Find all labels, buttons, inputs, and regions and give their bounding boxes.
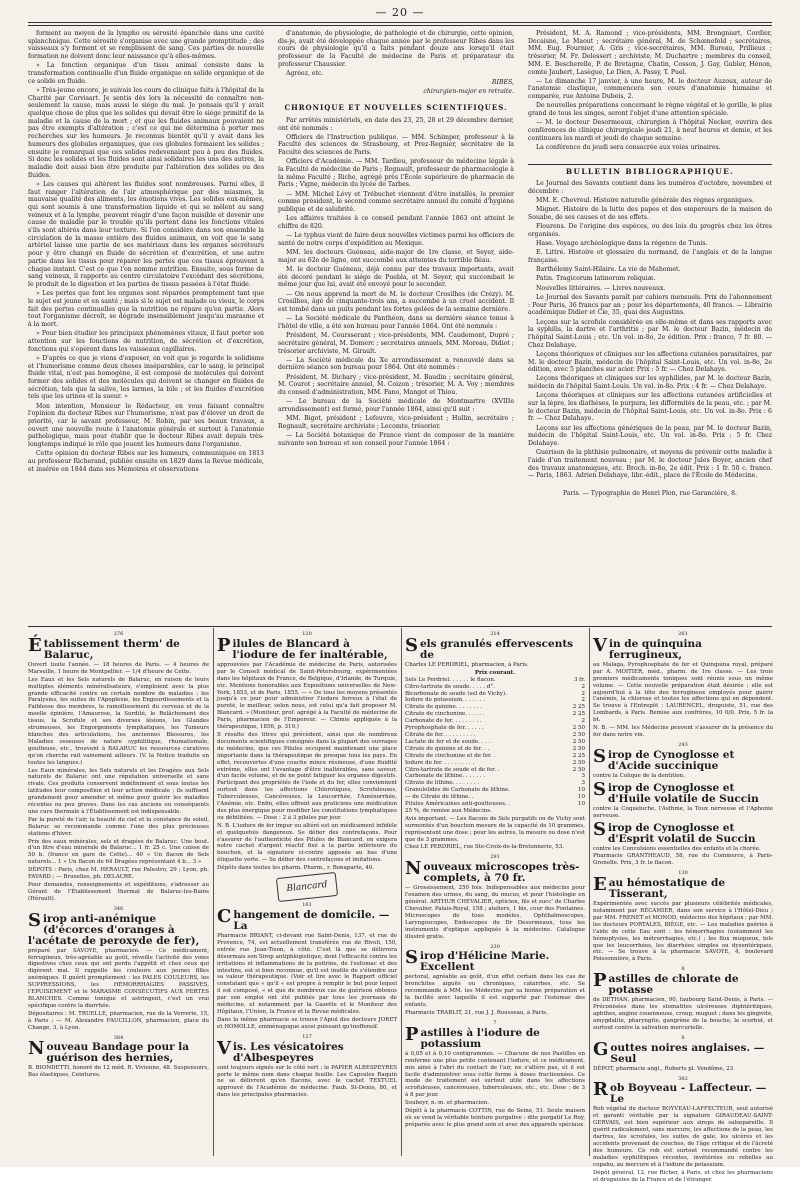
bulletin-entry: Le Journal des Savants paraît par cahiers mensuels. Prix de l'abonnement : Pour Paris, 36 francs par an ; pour les départements, 40 francs. — Librairie académique Didier et Cie, 35, quai des Augustins. xyxy=(528,293,772,317)
section-heading: CHRONIQUE ET NOUVELLES SCIENTIFIQUES. xyxy=(284,103,508,113)
price-row xyxy=(405,794,585,801)
ad-title xyxy=(593,745,773,772)
news-paragraph: MM. Bigot, président ; Lefeuvre, vice-président ; Hullin, secrétaire ; Regnault, secrétaire archiviste ; Lecomte, trésorier. xyxy=(278,415,514,430)
ad-number: 7 xyxy=(493,1019,497,1026)
ad-initial: G xyxy=(593,1038,609,1060)
ad-text: — Grossissement, 250 fois. Indispensables aux médecins pour l'examen des urines, du sang, du mucus, et pour l'histologie en général. ARTHUR CHEVALIER, opticien, fils et succ' de Charles Chevalier, Palais-Royal, 158 ; ateliers, 1 bis, cour des Fontaines. Microscopes de tous modèles, Ophthalmoscopes, Laryngoscopes, Endoscopes du Dr Desormeaux, tous les instruments d'optique appliqués à la médecine. Catalogue illustré gratis. xyxy=(405,885,585,940)
ad-number: 291 xyxy=(490,854,500,861)
ad-text: Pharmacie GRANTHEAUD, 58, rue du Commerce, à Paris-Grenelle. Prix, 3 fr. le flacon. xyxy=(593,853,773,867)
ad-initial: V xyxy=(217,1037,231,1059)
ad-title xyxy=(405,947,585,974)
signature-seal: Blancard xyxy=(276,872,338,902)
price-item: Lactate de fer et de soude. . . . xyxy=(405,738,491,745)
ad-initial: V xyxy=(593,634,607,656)
price-item: Carbonate de lithine. . . . . . . xyxy=(405,773,486,780)
news-paragraph: — M. le docteur Desormeaux, chirurgien à l'hôpital Necker, ouvrira des conférences de clinique chirurgicale jeudi 21, à neuf heures et demie, et les continuera les mardi et jeudi de chaque semaine. xyxy=(528,119,772,142)
ad-number: 243 xyxy=(678,741,688,748)
bulletin-entry: Flourens. De l'origine des espèces, ou des lois du progrès chez les êtres organisés. xyxy=(528,223,772,238)
ad-text: Ouvert toute l'année. — 18 heures de Paris. — 4 heures de Marseille, 1 heure de Montpellier. — 1/4 d'heure de Cette. xyxy=(28,661,209,675)
news-paragraph: — La Société médicale du Xe arrondissement a renouvelé dans sa dernière séance son bureau pour 1864. Ont été nommés : xyxy=(278,356,514,372)
ad-text: N. B. — MM. les Médecins peuvent s'assurer de la présence du fer dans notre vin. xyxy=(593,725,773,738)
ads-divider xyxy=(589,628,590,1156)
price-value: 10 xyxy=(578,794,585,801)
price-item: Iodure de fer. . . . . . . . . . xyxy=(405,759,475,766)
top-rule xyxy=(28,22,772,23)
ad-initial: P xyxy=(405,1023,419,1045)
ads-rule xyxy=(28,626,772,627)
price-item: Citrate de fer. . . . . . . . . . xyxy=(405,731,476,738)
news-paragraph: M. le docteur Guéneau, déjà connu par des travaux importants, avait été décoré pendant le siége de Puebla, et M. Seyer, qui succombait le même jour que lui, avait été envoyé pour le seconder. xyxy=(278,265,514,289)
ad-text: Dans la même pharmacie se trouve l'Apiol des docteurs JORET et HOMOLLE, emménagogue aussi puissant qu'inoffensif. xyxy=(217,1016,397,1030)
news-paragraph: Président, M. Dichary ; vice-président, M. Baudin ; secrétaire général, M. Courot ; secrétaire annuel, M. Coizon ; trésorier, M. A. Voy ; membres du conseil d'administration, MM. Fano, Mangot et Thiou. xyxy=(278,373,514,397)
ad-text: de DETHAN, pharmacien, 90, faubourg Saint-Denis, à Paris. — Préconisées dans les stomatites ulcéreuses diphtéritiques, aphthes, angine couenneuse, croup, muguet ; dans les gingivite, amygdalite, pharyngite, gangrène de la bouche, le scorbut, et surtout contre la salivation mercurielle. xyxy=(593,997,773,1031)
ad-initial: N xyxy=(405,858,422,880)
advertisement xyxy=(593,1076,773,1183)
ad-title-text: outtes noires anglaises. — Seul xyxy=(610,1041,765,1065)
price-value: 2 50 xyxy=(572,725,585,732)
price-item: Pyrophosphate de fer. . . . . . xyxy=(405,725,484,732)
ad-text: Avis important. — Les flacons de Sels purgatifs ou de Vichy sont surmontés d'un bouchon mesure de la capacité de 10 grammes, représentant une dose ; pour les autres, la mesure ou dose n'est que de 3 grammes. xyxy=(405,815,585,843)
price-row xyxy=(405,801,585,808)
ad-initial: S xyxy=(593,745,606,767)
ad-text: pectoral, agréable au goût, d'un effet certain dans les cas de bronchites aiguës ou chroniques, catarrhes, etc. Se recommande à MM. les Médecins par sa bonne préparation et la facilité avec laquelle il est supporté par l'estomac des enfants. xyxy=(405,974,585,1009)
article-paragraph: Mon intention, Monsieur le Rédacteur, en vous faisant connaître l'opinion du docteur Ribes sur l'humorisme, n'est pas d'élever un droit de priorité, car le savant professeur, M. Robin, par ses beaux travaux, a ouvert une nouvelle route à l'anatomie générale et surtout à l'anatomie pathologique, mais pour établir que le docteur Ribes avait depuis très-longtemps indiqué le rôle que jouent les humeurs dans l'organisme. xyxy=(28,402,264,449)
ad-title-text: irop de Cynoglosse et d'Esprit volatil de Succin xyxy=(608,821,756,845)
ads-divider xyxy=(401,628,402,1156)
price-item: Carbonate de fer. . . . . . . . . xyxy=(405,718,482,725)
news-paragraph: — Le bureau de la Société médicale de Montmartre (XVIIIe arrondissement) est formé, pour l'année 1864, ainsi qu'il suit : xyxy=(278,398,514,413)
ad-initial: P xyxy=(593,970,607,992)
ad-title-text: irop anti-anémique (d'écorces d'oranges à l'acétate de peroxyde de fer), xyxy=(28,912,200,947)
ad-title xyxy=(593,1079,773,1106)
price-row xyxy=(405,739,585,746)
bulletin-entry: Leçons théoriques et cliniques sur les affections cutanées artificielles et sur la lèpre, les diathèses, le purpura, les difformités de la peau, etc. ; par M. le docteur Bazin, médecin de l'hôpital Saint-Louis, etc. Un vol. in-8o. Prix : 6 fr. — Chez Delahaye. xyxy=(528,392,772,423)
price-item: Pilules Américaines anti-goutteuses. . xyxy=(405,801,511,808)
imprint-line: Paris. — Typographie de Henri Plon, rue Garancière, 8. xyxy=(563,490,737,498)
ad-title-text: is. Les vésicatoires d'Albespeyres xyxy=(232,1040,344,1064)
price-row xyxy=(405,677,585,684)
bulletin-entry: Leçons sur la scrofule considérée en elle-même et dans ses rapports avec la syphilis, la dartre et l'arthritis ; par M. le docteur Bazin, médecin de l'hôpital Saint-Louis ; etc. Un vol. in-8o, 2e édition. Prix : franco, 7 fr. 80. — Chez Delahaye. xyxy=(528,318,772,349)
price-row xyxy=(405,760,585,767)
ad-text: Chez LE PERDRIEL, rue Ste-Croix-de-la-Bretonnerie, 53. xyxy=(405,844,565,851)
article-paragraph: » Les causes qui altèrent les fluides sont nombreuses. Parmi elles, il faut ranger l'altération de l'air atmosphérique par des miasmes, la mauvaise qualité des aliments, les émotions vives. Les solides eux-mêmes, qui sont soumis à une transformation liquide et qui se mêlent au sang veineux et à la lymphe, peuvent réagir d'une façon nuisible et devenir une cause de maladie par le trouble qu'ils portent dans les fonctions vitales s'ils sont altérés dans leur texture. Si l'on considère dans son ensemble la circulation de la masse entière des fluides animaux, on voit que le sang artériel laisse une partie de ses matériaux dans les organes sécréteurs pour y être changé en fluide de sécrétion et d'excrétion, et une autre partie dans les tissus pour réparer les pertes que ces tissus éprouvent à chaque instant. C'est ce que l'on nomme nutrition. Ensuite, sous forme de sang veineux, il rapporte au centre circulatoire l'excédant des sécrétions, le produit de la digestion et les parties de tissus passées à l'état fluide. xyxy=(28,180,264,288)
advertisement xyxy=(405,944,585,1017)
ad-title-text: ob Boyveau - Laffecteur. — Le xyxy=(609,1082,767,1106)
ad-number: 120 xyxy=(302,631,312,637)
news-paragraph: MM. les docteurs Guéneau, aide-major de 1re classe, et Seyer, aide-major au 62e de ligne, ont succombé aux atteintes du terrible fléau. xyxy=(278,249,514,264)
ad-number: 8 xyxy=(681,1034,685,1041)
ad-text: Pharmacie BRIANT, ci-devant rue Saint-Denis, 137, et rue de Provence, 74, est actuellement transférée rue de Rivoli, 150, entrée rue Jean-Tison, à côté. C'est là que se délivrera désormais son Sirop antiphlogistique, dont l'efficacité contre les irritations et inflammations de la poitrine, de l'estomac et des intestins, est si bien reconnue, qu'il est inutile de s'étendre sur sa valeur thérapeutique. (Voir et lire avec le Rapport officiel constatant que « qu'il « est propre à remplir le but pour lequel il est composé, « et que de nombreux cas de guérison obtenus par son emploi ont été publiés par tous les journaux de médecine, et notamment par la Gazette et le Moniteur des Hôpitaux, l'Union, la France et la Revue médicales. xyxy=(217,933,397,1015)
price-item: Citro-tartrate de soude et de fer. . xyxy=(405,766,500,773)
price-item: Granulolides de Carbonate de lithine. xyxy=(405,787,510,794)
ad-number: 8 xyxy=(681,966,685,973)
bulletin-entry: Le Journal des Savants contient dans les numéros d'octobre, novembre et décembre : xyxy=(528,180,772,195)
bulletin-entry: Leçons sur les affections génériques de la peau, par M. le docteur Bazin, médecin de l'hôpital Saint-Louis, etc. Un vol. in-8o. Prix : 5 fr. Chez Delahaye. xyxy=(528,424,772,448)
ad-initial: S xyxy=(405,947,418,969)
ad-title xyxy=(217,906,397,932)
bulletin-entry: Patin. Tragicorum latinorum reliquiæ. xyxy=(536,275,656,283)
article-paragraph: » Pour bien étudier les principaux phénomènes vitaux, il faut porter son attention sur les fonctions de nutrition, de sécrétion et d'excrétion, fonctions qui s'opèrent dans les vaisseaux capillaires. xyxy=(28,330,264,353)
article-paragraph: Cette opinion du docteur Ribes sur les humeurs, communiquée en 1813 au professeur Richerand, publiée ensuite en 1829 dans la Revue médicale, et insérée en 1844 dans ses Mémoires et observations xyxy=(28,450,264,473)
price-value: 2 50 xyxy=(572,731,585,738)
price-heading: Prix courant. xyxy=(474,669,516,676)
ad-title xyxy=(28,909,209,947)
article-column-1 xyxy=(28,30,264,624)
ad-title-text: irop de Cynoglosse et d'Acide succinique xyxy=(608,748,735,772)
ad-number: 261 xyxy=(678,631,688,637)
article-paragraph: » La fonction organique d'un tissu animal consiste dans la transformation continuelle d'un fluide organique en solide organique et de ce solide en fluide. xyxy=(28,62,264,85)
ad-title-text: tablissement therm' de Balaruc, xyxy=(43,637,180,661)
ad-title-text: astilles de chlorate de potasse xyxy=(608,973,739,997)
price-row xyxy=(405,691,585,698)
article-column-3 xyxy=(528,30,772,624)
ads-column-2 xyxy=(217,630,397,1156)
article-paragraph: d'anatomie, de physiologie, de pathologie et de chirurgie, cette opinion, dis-je, avait été développée chaque année par le professeur Ribes dans les cours de physiologie qu'il a faits pendant douze ans lorsqu'il était professeur de la Faculté de médecine de Paris et préparateur du professeur Chaussier. xyxy=(278,30,514,68)
ad-title-text: irop d'Hélicine Marie. Excellent xyxy=(420,950,550,974)
news-paragraph: Président, M. Coursserant ; vice-présidents, MM. Caudemont, Dupré ; secrétaire général, M. Domerc ; secrétaires annuels, MM. Moreau, Didiot ; trésorier archiviste, M. Girault. xyxy=(278,332,514,355)
advertisement xyxy=(217,1034,397,1099)
price-value: 2 xyxy=(581,697,585,704)
advertisement xyxy=(405,631,585,851)
price-row xyxy=(405,767,585,774)
bulletin-entry: Guérison de la phthisie pulmonaire, et moyens de prévenir cette maladie à l'aide d'un traitement nouveau ; par M. le docteur Jules Boyer, ancien chef des travaux anatomiques, etc. Broch. in-8o, 2e édit. Prix : 1 fr. 50 c. franco. — Paris, 1863. Adrien Delahaye, libr.-édit., place de l'École de Médecine. xyxy=(528,449,772,480)
ad-number: 276 xyxy=(113,631,124,637)
signature: RIBES, xyxy=(491,79,514,87)
ad-title xyxy=(405,1023,585,1050)
news-paragraph: — La Société médicale du Panthéon, dans sa dernière séance tenue à l'hôtel de ville, a été son bureau pour l'année 1864. Ont été nommés : xyxy=(278,315,514,330)
ad-title xyxy=(593,778,773,805)
ad-title-text: ilules de Blancard à l'iodure de fer inaltérable, xyxy=(232,637,388,661)
news-paragraph: Officiers de l'Instruction publique. — MM. Schimper, professeur à la Faculté des sciences de Strasbourg, et Prez-Regnier, secrétaire de la Faculté des sciences de Paris. xyxy=(278,133,514,157)
price-item: Citrate de cinchonine et de fer. . xyxy=(405,752,496,759)
ad-number: 161 xyxy=(302,902,312,909)
ad-title-text: hangement de domicile. — La xyxy=(233,909,390,932)
ad-text: Dépôt général, 12, rue Richer, à Paris, et chez les pharmaciens et droguistes de la France et de l'étranger. xyxy=(593,1169,773,1183)
price-item: Citrate de cinchonine. . . . . . xyxy=(405,711,485,718)
ad-text: DÉPOT, pharmacie angl., Roberts pl. Vendôme, 23 xyxy=(593,1065,734,1072)
ad-initial: É xyxy=(28,634,42,656)
news-paragraph: — Le dimanche 17 janvier, à une heure, M. le docteur Auzoux, auteur de l'anatomie clastique, commencera son cours d'anatomie humaine et comparée, rue Antoine Dubois, 2. xyxy=(528,77,772,101)
price-row xyxy=(405,753,585,760)
price-row xyxy=(405,711,585,718)
ad-initial: S xyxy=(593,818,606,840)
bulletin-entry: E. Littré. Histoire et glossaire du normand, de l'anglais et de la langue française. xyxy=(528,249,772,265)
news-paragraph: Par arrêtés ministériels, en date des 23, 25, 28 et 29 décembre dernier, ont été nommés : xyxy=(278,116,514,132)
ad-initial: S xyxy=(593,778,606,800)
advertisement xyxy=(593,1035,773,1073)
ad-number: 214 xyxy=(490,631,500,637)
price-value: 2 25 xyxy=(572,704,585,711)
ad-title-text: in de quinquina ferrugineux, xyxy=(608,637,702,661)
ad-text: DÉPOTS : Paris, chez M. HERAULT, rue Palestro, 29 ; Lyon, ph. FAYARD ; — Bruxelles, ph. DELACRE. xyxy=(28,867,209,881)
advertisement xyxy=(28,1035,209,1080)
ad-number: 127 xyxy=(302,1033,312,1040)
ad-title xyxy=(593,874,773,901)
ad-title xyxy=(217,1037,397,1064)
ad-initial: C xyxy=(217,906,232,927)
ad-text: Expérimentée avec succès par plusieurs célébrités médicales, notamment par RÉCAMIER, dans son service à l'Hôtel-Dieu ; par MM. FRENET et MONOD, médecins des hôpitaux ; par MM. les docteurs PORTALES, BIÈGE, etc. — Les maladies guéries à l'aide de cette Eau sont : les hémorrhagies (notamment les hémoptysies, les métrorrhagies, etc.) ; les flux muqueux, tels que les leucorrhées, les diarrhées simples ou dysentériques, etc. — Se trouve à la pharmacie SAVOYE, 4, boulevard Poissonnière, à Paris. xyxy=(593,901,773,963)
news-paragraph: — MM. Michel Lévy et Trébuchet viennent d'être installés, le premier comme président, le second comme secrétaire annuel du comité d'hygiène publique et de salubrité. xyxy=(278,190,514,214)
ad-initial: S xyxy=(405,634,418,656)
top-rule-thin xyxy=(28,25,772,26)
ad-initial: S xyxy=(28,909,41,931)
ad-text: contre la Colique de la dentition. xyxy=(593,772,685,779)
price-value: 3 fr. xyxy=(573,676,585,683)
ad-text: au Malaga, Pyrophosphate de fer et Quinquina royal, préparé par A. MOITIER, méd., pharm. de 1re classe. — Les trois premiers médicaments toniques sont réunis sous un même volume. — Cette nouvelle préparation était désirée ; elle est aujourd'hui à la tête des ferrugineux employés pour guérir l'anémie, la chlorose et toutes les affections qui en dépendent. Se trouve à l'Entrepôt : LAURENCEL, droguiste, 51, rue des Lombards, à Paris. Remise aux confrères, 10 0/0. Prix, 5 fr. la bt. xyxy=(593,661,773,724)
ad-title-text: ouveau Bandage pour la guérison des hernies, xyxy=(46,1041,190,1065)
price-item: Citrate de quinine. . . . . . . . xyxy=(405,704,482,711)
price-row xyxy=(405,725,585,732)
ad-number: 130 xyxy=(678,870,688,877)
ads-column-3 xyxy=(405,630,585,1156)
news-paragraph: — La Société botanique de France vient de composer de la manière suivante son bureau et son conseil pour l'année 1864 : xyxy=(278,432,514,447)
ad-initial: N xyxy=(28,1038,45,1060)
ad-text: contre la Coqueluche, l'Asthme, la Toux nerveuse et l'Aphonie nerveuse. xyxy=(593,805,773,819)
ad-title xyxy=(593,1038,773,1065)
price-row xyxy=(405,787,585,794)
advertisement xyxy=(593,778,773,820)
ad-title xyxy=(593,818,773,845)
price-value: 3 xyxy=(581,773,585,780)
page-number: — 20 — xyxy=(375,6,425,19)
ad-text: Dépôts dans toutes les pharm. Pharm., r. Bonaparte, 40. xyxy=(217,865,375,872)
ad-text: 25 %, de remise aux Médecins. xyxy=(405,807,492,814)
ad-title xyxy=(593,970,773,997)
advertisement xyxy=(593,870,773,963)
price-row xyxy=(405,746,585,753)
ad-title-text: au hémostatique de Tisserant, xyxy=(608,877,725,901)
price-value: 2 50 xyxy=(572,759,585,766)
advertisement xyxy=(405,854,585,940)
ad-title-text: astilles à l'iodure de potassium xyxy=(420,1026,540,1050)
advertisement xyxy=(593,818,773,868)
news-paragraph: Les affaires traitées à ce conseil pendant l'année 1863 ont atteint le chiffre de 820. xyxy=(278,215,514,230)
ad-initial: P xyxy=(217,634,231,656)
price-item: — de Citrate de lithine. . xyxy=(405,794,474,801)
ad-text: à 0,05 et à 0,10 centigrammes. — Chacune de nos Pastilles en renferme une plus petite contenant l'iodure, et ce médicament, mis ainsi à l'abri du contact de l'air, ne s'altère pas, et il est facile d'administrer sous cette forme à doses fractionnées. Ce mode de traitement est surtout utile dans les affections scrofuleuses, cancéreuses, tuberculeuses, etc., etc. Dose : de 3 à 8 par jour. xyxy=(405,1050,585,1099)
price-value: 10 xyxy=(578,787,585,794)
ad-text: Il résulte des titres qui précèdent, ainsi que de nombreux documents scientifiques consignés dans la plupart des ouvrages de médecine, que ces Pilules occupent maintenant une place importante dans la thérapeutique de presque tous les pays. En effet, recouvertes d'une couche mince résineuse, d'une fluidité extrême, elles ont l'avantage d'être inaltérables, sans saveur, d'un facile volume, et de ne point fatiguer les organes digestifs. Participant des propriétés de l'iode et du fer, elles conviennent surtout dans les affections Chlorotiques, Scrofuleuses, Tuberculeuses, Cancéreuses, la Leucorrhée, l'Aménorrhée, l'Anémie, etc. Enfin, elles offrent aux praticiens une médication des plus énergique pour modifier les constitutions lymphatiques ou débilitées. — Dose : 2 à 3 pilules par jour. xyxy=(217,731,397,821)
ads-column-1 xyxy=(28,630,209,1156)
bulletin-entry: MM. E. Chevreul. Histoire naturelle générale des règnes organiques. xyxy=(536,197,754,205)
bulletin-entry: Barthélemy Saint-Hilaire. La vie de Mahomet. xyxy=(536,266,681,274)
advertisement xyxy=(217,631,397,899)
ad-text: Les Eaux et les Sels naturels de Balaruc, en raison de leurs multiples éléments minéralisateurs, s'emploient avec la plus grande efficacité contre un certain nombre de maladies : les Paralysies, les suites de l'Apoplexie, les Engourdissements et la Faiblesse des membres, le ramollissement du cerveau et de la moelle épinière, l'Amaurose, la Surdité, le Relâchement des tissus, la Scrofule et ses diverses lésions, les Glandes strumeuses, les Engorgements lymphatiques, les Tumeurs blanches des articulations, les anciennes Blessures, les Maladies osseuses de nature syphilitique, rhumatismale, goutteuse, etc., trouvent à BALARUC les ressources curatives qu'on cherche rait vainement ailleurs. (V. la Notice traduite en toutes les langues.) xyxy=(28,676,209,766)
price-row xyxy=(405,704,585,711)
advertisement xyxy=(593,966,773,1031)
ad-title-text: ouveaux microscopes très-complets, à 70 fr. xyxy=(423,861,580,885)
ad-number: 384 xyxy=(113,1034,124,1041)
price-value: 2 50 xyxy=(572,766,585,773)
price-value: 3 xyxy=(581,780,585,787)
advertisement xyxy=(593,631,773,739)
price-value: 2 25 xyxy=(572,711,585,718)
price-value: 2 xyxy=(581,718,585,725)
ad-text: Pharmacie TRABLIT, 21, rue J. J. Rousseau, à Paris. xyxy=(405,1009,548,1016)
ad-text: approuvées par l'Académie de médecine de Paris, autorisées par le Conseil médical de Saint-Pétersbourg, expérimentées dans les hôpitaux de France, de Belgique, d'Irlande, de Turquie, etc. Mentions honorables aux Expositions universelles de New-York, 1853, et de Paris, 1855. — « De tous les moyens présentés jusqu'à ce jour pour administrer l'iodure ferreux à l'état de pureté, le meilleur, selon nous, est celui qu'a fait proposer M. Blancard. » (Moniteur, prof. agrégé à la Faculté de médecine de Paris, pharmacien de l'Empereur. — Chimie appliquée à la thérapeutique, 1856, p. 319.) xyxy=(217,661,397,731)
price-row xyxy=(405,732,585,739)
article-column-2 xyxy=(278,30,514,624)
closing-line: Agréez, etc. xyxy=(286,70,324,78)
price-row xyxy=(405,780,585,787)
article-paragraph: » D'après ce que je viens d'exposer, on voit que je regarde le solidisme et l'humorisme comme deux choses inséparables, car le sang, le principal fluide vital, n'est pas homogène, il est composé de molécules qui doivent former des solides et des molécules qui doivent se changer en fluides de sécrétion, tels que la salive, les larmes, la bile ; et les fluides d'excrétion tels que les urines et la sueur. » xyxy=(28,354,264,401)
ad-number: 230 xyxy=(490,943,500,950)
ad-number: 346 xyxy=(113,905,124,912)
ads-divider xyxy=(213,628,214,1156)
advertisement xyxy=(593,742,773,780)
price-value: 2 25 xyxy=(572,752,585,759)
bulletin-entry: Nouvelles littéraires. — Livres nouveaux. xyxy=(536,284,666,292)
ad-text: Les Eaux minérales, les Sels naturels et les Dragées aux Sels naturels de Balaruc ont une réputation universelle et sans rivale. Ces produits conservent indéfiniment et sous toutes les latitudes leur composition et leur action médicale ; ils suffisent grandement pour amender et même pour guérir les maladies récentes ou peu graves. Dans les cas anciens ou conséquents une cure thermale à l'Établissement est indispensable. xyxy=(28,767,209,815)
advertisement xyxy=(405,1020,585,1129)
ads-column-4 xyxy=(593,630,773,1183)
bulletin-entry: Mignet. Histoire de la lutte des papes et des empereurs de la maison de Souabe, de ses causes et de ses effets. xyxy=(528,206,772,222)
ad-text: Rob végétal du docteur BOYVEAU-LAFFECTEUR, seul autorisé et garanti véritable par la signature GIRAUDEAU-SAINT-GERVAIS, est bien supérieur aux sirops de salsepareille. Il guérit radicalement, sans mercure, les affections de la peau, les dartres, les scrofules, les suites de gale, les ulcères et les accidents provenant de couches, de l'âge critique et de l'âcreté des humeurs. Ce rob est surtout recommandé contre les maladies syphilitiques récentes, invétérées ou rebelles au copahu, au mercure et à l'iodure de potassium. xyxy=(593,1106,773,1168)
news-paragraph: Officiers d'Académie. — MM. Tardieu, professeur de médecine légale à la Faculté de médecine de Paris ; Regnault, professeur de pharmacologie à la même Faculté ; Riche, agrégé près l'École supérieure de pharmacie de Paris ; Vigne, médecin du lycée de Tarbes. xyxy=(278,158,514,189)
price-item: Bicarbonate de soude (sel de Vichy). xyxy=(405,690,507,697)
news-paragraph: — Le typhus vient de faire deux nouvelles victimes parmi les officiers de santé de notre corps d'expédition au Mexique. xyxy=(278,232,514,247)
ad-initial: E xyxy=(593,874,607,896)
price-item: Citro-tartrate de soude. . . . . d°. xyxy=(405,683,495,690)
ad-initial: R xyxy=(593,1079,608,1101)
bulletin-entry: Leçons théoriques et cliniques sur les affections cutanées parasitaires, par M. le docteur Bazin, médecin de l'hôpital Saint-Louis, etc. Un vol. in-8o, 2e édition, avec 5 planches sur acier. Prix : 5 fr. — Chez Delahaye. xyxy=(528,350,772,374)
price-item: Citrate de lithine. . . . . . . . xyxy=(405,780,479,787)
price-row xyxy=(405,718,585,725)
price-value: 10 xyxy=(578,801,585,808)
ad-title-text: els granulés effervescents de xyxy=(420,637,574,661)
ad-text: Par la pureté de l'air, la beauté du ciel et la constance du soleil, Balaruc se recommande comme l'une des plus précieuses stations d'hiver. xyxy=(28,816,209,837)
ad-text: Soubeyr, n.-m. et pharmacien. xyxy=(405,1100,489,1107)
price-value: 2 50 xyxy=(572,738,585,745)
article-paragraph: » Très-jeune encore, je suivais les cours de clinique faits à l'hôpital de la Charité par Corvisart. Je sentis dès lors la nécessité de connaître non-seulement la cause, mais aussi le siége du mal. Je pensais qu'il y avait quelque chose de plus que les solides qui devait être le siége primitif de la maladie et la cause de la mort ; et que les fluides animaux pouvaient ne pas être exempts d'altération ; c'est ce qui me détermina à porter mes recherches sur les humeurs. Je reconnus bientôt qu'il y avait dans les humeurs des globules organiques, que ces globules formaient les solides ; ensuite je remarquai que ces solides redevenaient peu à peu des fluides. Si donc les solides et les fluides sont ainsi solidaires les uns des autres, la maladie doit aussi bien être produite par l'altération des solides ou des fluides. xyxy=(28,86,264,179)
bulletin-entry: Leçons théoriques et cliniques sur les syphilides, par M. le docteur Bazin, médecin de l'hôpital Saint-Louis. Un vol. in-8o. Prix : 4 fr. — Chez Delahaye. xyxy=(528,375,772,391)
article-paragraph: forment au moyen de la lympho ou sérosité épanchée dans une cavité splanchnique. Cette sérosité s'organise avec une grande promptitude ; des vaisseaux s'y forment et se remplissent de sang. Ces parties de nouvelle formation ne doivent donc leur naissance qu'à elles-mêmes. xyxy=(28,30,264,61)
bulletin-entry: Hase. Voyage archéologique dans la régence de Tunis. xyxy=(536,240,708,248)
ad-text: Prix des eaux minérales, sels et dragées de Balaruc. Une bout. d'un litre d'eau minérale de Balaruc... 1 fr. 25 c. Une caisse de 50 b. (franco en gare de Cette)... 40 » Un flacon de Sels naturels... 1 » Un flacon de 64 Dragées représentant 4 b... 3 » xyxy=(28,838,209,866)
ad-text: sont toujours signés sur le côté vert ; le PAPIER ALBESPEYRES porte le même nom dans chaque feuille. Les Capsules Raquin ne se délivrent qu'en flacons, avec le cachet TEXTUEL approuvé de l'Académie de médecine. Faub. St-Denis, 80, et dans les principales pharmacies. xyxy=(217,1064,397,1099)
news-paragraph: De nouvelles préparations concernant le règne végétal et le gorille, le plus grand de tous les singes, seront l'objet d'une attention spéciale. xyxy=(528,102,772,118)
article-paragraph: » Les pertes que font les organes sont réparées promptement tant que le sujet est jeune et en santé ; mais si le sujet est malade ou vieux, le corps fait des pertes continuelles que la nutrition ne répare qu'en partie. Alors tout l'organisme décroît, se dégrade insensiblement jusqu'au marasme et à la mort. xyxy=(28,290,264,329)
ad-title xyxy=(28,1038,209,1065)
ad-text: Pour demandes, renseignements et expéditions, s'adresser au Gérant de l'Établissement thermal de Balaruc-les-Bains (Hérault). xyxy=(28,882,209,902)
advertisement xyxy=(217,902,397,1031)
price-value: 2 xyxy=(581,683,585,690)
price-item: Sels Le Perdriel. . . . . . le flacon. xyxy=(405,676,496,683)
ad-text: N. B. L'iodure de fer impur ou altéré est un médicament infidèle et quelquefois dangereux. Se défier des contrefaçons. Pour s'assurer de l'authenticité des Pilules de Blancard, on exigera notre cachet d'argent réactif fixé à la partie inférieure du bouchon, et la signature ci-contre apposée au bas d'une étiquette verte. — Se défier des contrefaçons et imitations. xyxy=(217,822,397,864)
price-row xyxy=(405,697,585,704)
price-value: 2 50 xyxy=(572,745,585,752)
advertisement xyxy=(28,906,209,1032)
ad-text: Dépositaires : M. TRUELLE, pharmacien, rue de la Verrerie, 15, à Paris ; — M. Alexandre FAUCILLON, pharmacien, place du Change, 3, à Lyon. xyxy=(28,1010,209,1031)
ad-text: préparé par SAVOYE, pharmacien. — Ce médicament, ferrugineux, très-agréable au goût, réveille l'activité des voies digestives chez ceux qui ont perdu l'appétit et chez ceux qui digèrent mal. Il rappelle les couleurs aux jeunes filles anémiques. Il guérit promptement : les PALES COULEURS, les SUPPRESSIONS, les HÉMORRHAGIES PASSIVES, l'EPUISEMENT et le MARASME CONSÉCUTIFS AUX PERTES BLANCHES. Comme tonique et astringent, c'est un vrai spécifique contre la diarrhée. xyxy=(28,947,209,1009)
bulletin-heading: BULLETIN BIBLIOGRAPHIQUE. xyxy=(528,164,772,176)
price-row xyxy=(405,684,585,691)
ad-text: Charles LE PERDRIEL, pharmacien, à Paris. xyxy=(405,661,529,668)
ad-text: Dépôt à la pharmacie COTTIN, rue de Seine, 51. Seule maison où se vend la véritable teinture purgative : dite purgatif Le Roy, préparée avec le plus grand soin et avec des appareils spéciaux. xyxy=(405,1108,585,1128)
news-paragraph: Président, M. A. Ramond ; vice-présidents, MM. Brongniart, Cordier, Decaisne, Le Maout ; secrétaire général, M. de Schœnefeld ; secrétaires, MM. Eug. Fournier, A. Gris ; vice-secrétaires, MM. Bureau, Prillieux ; trésorier, M. Fr. Delessert ; archiviste, M. Duchartre ; membres du conseil, MM. E. Bescherelle, P. de Bretagne, Chatin, Cosson, J. Gay, Gubler, Hénon, comte Jaubert, Lasègue, Le Dien, A. Passy, T. Puel. xyxy=(528,30,772,76)
advertisement xyxy=(28,631,209,903)
ad-number: 382 xyxy=(678,1075,688,1082)
price-item: Iodure de potassium. . . . . . . xyxy=(405,697,485,704)
ad-title-text: irop de Cynoglosse et d'Huile volatile de Succin xyxy=(608,781,759,805)
price-item: Citrate de quinine et de fer. . . xyxy=(405,745,490,752)
price-row xyxy=(405,773,585,780)
ad-text: contre les Convulsions essentielles des enfants et la chorée. xyxy=(593,845,761,852)
ad-text: B. BIONDETTI, honoré de 12 méd. R. Vivienne, 48. Suspensoirs, Bas élastiques, Ceintures. xyxy=(28,1065,209,1079)
signature-title: chirurgien-major en retraite. xyxy=(423,88,514,96)
news-paragraph: La conférence du jeudi sera consacrée aux voies urinaires. xyxy=(536,143,721,151)
ad-title xyxy=(405,858,585,885)
news-paragraph: — On nous apprend la mort de M. le docteur Crosilhes (de Crézy). M. Crosilhes, âgé de cinquante-trois ans, a succombé à un cruel accident. Il est tombé dans un puits pendant les fortes gelées de la semaine dernière. xyxy=(278,290,514,313)
price-value: 2 xyxy=(581,690,585,697)
